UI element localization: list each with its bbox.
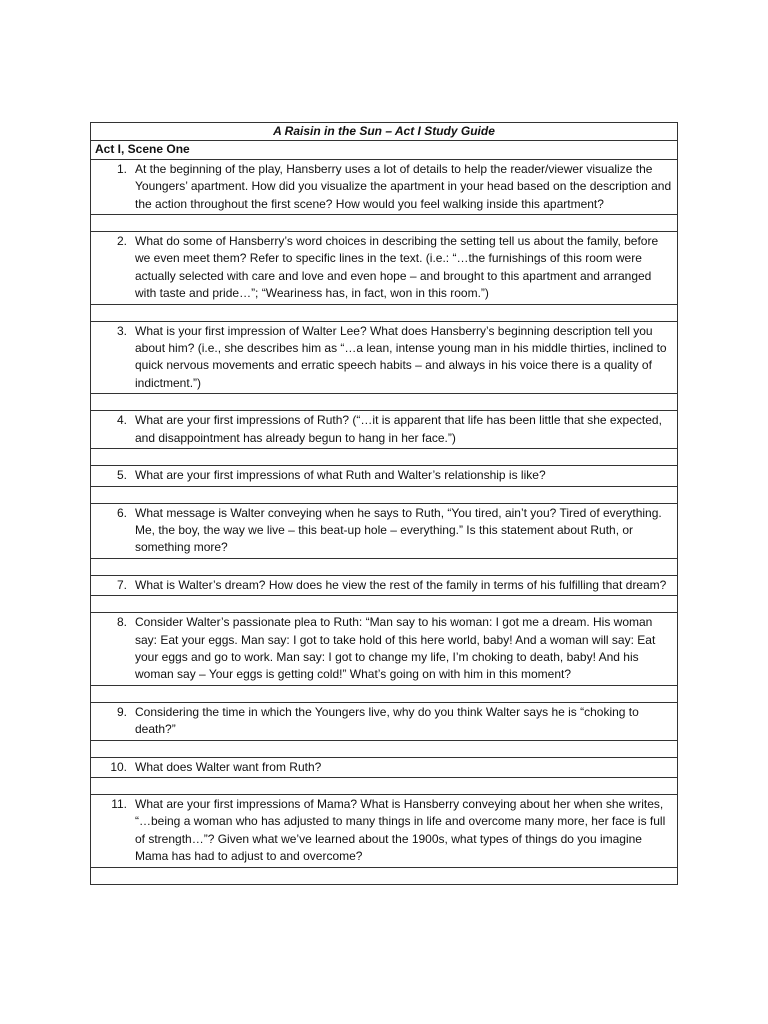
question-6 [91,505,673,557]
question-number: 7. [116,577,127,592]
question-row [91,702,678,740]
answer-space-7[interactable] [91,596,678,613]
question-number: 8. [116,615,127,630]
question-text: What are your first impressions of Mama? What is Hansberry conveying about her when she writes, “…being a woman who has adjusted to many things in life and overcome many more, her face is full of strength…”? Given what we’ve learned about the 1900s, what types of things do you imagine Mama has had to adjust to and overcome? [135,796,666,864]
question-2 [91,233,673,303]
section-heading: Act I, Scene One [91,141,678,159]
question-number: 10. [110,759,127,774]
answer-row[interactable] [91,304,678,321]
question-number: 11. [111,796,127,811]
answer-row[interactable] [91,596,678,613]
answer-space-11[interactable] [91,867,678,884]
question-row [91,232,678,305]
question-row [91,411,678,449]
question-9 [91,704,673,739]
answer-space-8[interactable] [91,685,678,702]
answer-space-1[interactable] [91,215,678,232]
study-guide-table [90,122,678,885]
question-11 [91,796,673,866]
question-number: 2. [116,234,127,249]
question-row [91,159,678,214]
answer-space-10[interactable] [91,777,678,794]
title-row [91,123,678,141]
question-row [91,575,678,595]
question-number: 6. [116,505,127,520]
question-text: Considering the time in which the Youngers live, why do you think Walter says he is “choking to death?” [135,704,639,737]
answer-space-6[interactable] [91,558,678,575]
question-row [91,503,678,558]
question-number: 5. [116,468,127,483]
question-text: At the beginning of the play, Hansberry uses a lot of details to help the reader/viewer visualize the Youngers’ apartment. How did you visualize the apartment in your head based on the description and the action throughout the first scene? How would you feel walking inside this apartment? [135,161,672,211]
question-text: What is your first impression of Walter Lee? What does Hansberry’s beginning description tell you about him? (i.e., she describes him as “…a lean, intense young man in his middle thirties, inclined to quick nervous movements and erratic speech habits – and always in his voice there is a quality of indictment.”) [135,323,667,390]
answer-row[interactable] [91,777,678,794]
answer-row[interactable] [91,394,678,411]
answer-space-2[interactable] [91,304,678,321]
answer-space-3[interactable] [91,394,678,411]
question-5 [91,467,673,484]
answer-space-4[interactable] [91,449,678,466]
question-text: What is Walter’s dream? How does he view the rest of the family in terms of his fulfilling that dream? [135,577,667,592]
question-3 [91,323,673,393]
answer-space-9[interactable] [91,740,678,757]
question-row [91,466,678,486]
question-number: 9. [116,704,127,719]
answer-row[interactable] [91,215,678,232]
answer-row[interactable] [91,740,678,757]
answer-row[interactable] [91,449,678,466]
answer-space-5[interactable] [91,486,678,503]
question-number: 3. [116,323,127,338]
question-text: What are your first impressions of what Ruth and Walter’s relationship is like? [135,468,546,483]
question-7 [91,577,673,594]
question-text: What are your first impressions of Ruth? (“…it is apparent that life has been little that she expected, and disappointment has already begun to hang in her face.”) [135,413,662,445]
question-text: What does Walter want from Ruth? [135,759,322,774]
question-4 [91,412,673,447]
question-row [91,321,678,394]
question-text: What message is Walter conveying when he says to Ruth, “You tired, ain’t you? Tired of everything. Me, the boy, the way we live – this beat-up hole – everything.” Is this statement about Ruth, or something more? [135,505,662,555]
guide-title: A Raisin in the Sun – Act I Study Guide [91,123,678,141]
question-row [91,757,678,777]
answer-row[interactable] [91,486,678,503]
question-row [91,613,678,686]
question-text: Consider Walter’s passionate plea to Ruth: “Man say to his woman: I got me a dream. His woman say: Eat your eggs. Man say: I got to take hold of this here world, baby! And a woman will say: Eat your eggs and go to work. Man say: I got to change my life, I’m choking to death, baby! And his woman say – Your eggs is getting cold!” What’s going on with him in this moment? [135,615,656,682]
section-row [91,141,678,159]
answer-row[interactable] [91,867,678,884]
question-text: What do some of Hansberry’s word choices in describing the setting tell us about the family, before we even meet them? Refer to specific lines in the text. (i.e.: “…the furnishings of this room were actually selected with care and love and even hope – and brought to this apartment and arranged with taste and pride…”; “Weariness has, in fact, won in this room.”) [135,234,659,301]
question-number: 1. [116,161,127,176]
question-row [91,794,678,867]
question-8 [91,614,673,684]
answer-row[interactable] [91,685,678,702]
question-10 [91,759,673,776]
question-1 [91,161,673,213]
answer-row[interactable] [91,558,678,575]
question-number: 4. [116,413,127,428]
